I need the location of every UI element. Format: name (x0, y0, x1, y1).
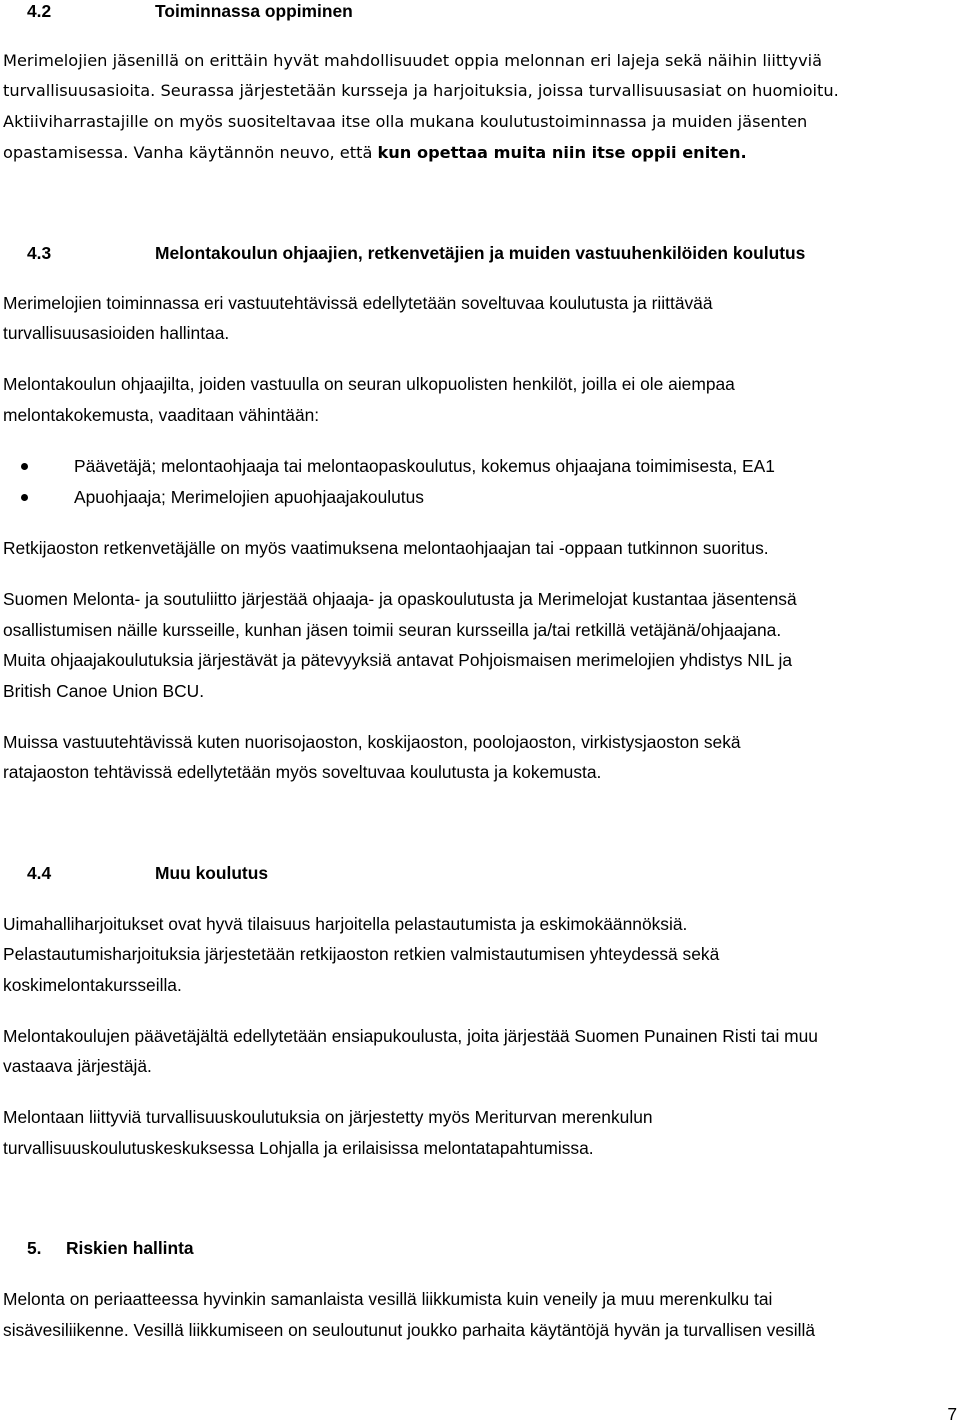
section-number: 4.4 (27, 863, 52, 883)
section-number: 4.3 (27, 243, 52, 263)
section-title: Toiminnassa oppiminen (155, 1, 353, 21)
paragraph-line: vastaava järjestäjä. (3, 1056, 152, 1076)
paragraph-line: turvallisuuskoulutuskeskuksessa Lohjalla ja erilaisissa melontatapahtumissa. (3, 1138, 594, 1158)
paragraph-line: Pelastautumisharjoituksia järjestetään retkijaoston retkien valmistautumisen yhteydessä sekä (3, 944, 720, 964)
paragraph-line: sisävesiliikenne. Vesillä liikkumiseen on seuloutunut joukko parhaita käytäntöjä hyvän ja turvallisen vesillä (3, 1320, 816, 1340)
section-number: 4.2 (27, 1, 52, 21)
paragraph-line: osallistumisen näille kursseille, kunhan jäsen toimii seuran kursseilla ja/tai retkillä vetäjänä/ohjaajana. (3, 620, 782, 640)
paragraph-line: koskimelontakursseilla. (3, 975, 182, 995)
paragraph-line: British Canoe Union BCU. (3, 681, 205, 701)
paragraph-line: turvallisuusasioita. Seurassa järjestetään kursseja ja harjoituksia, joissa turvallisuusasiat on huomioitu. (3, 81, 839, 100)
paragraph-line: Uimahalliharjoitukset ovat hyvä tilaisuus harjoitella pelastautumista ja eskimokäännöksiä. (3, 914, 688, 934)
paragraph-line: Muissa vastuutehtävissä kuten nuorisojaoston, koskijaoston, poolojaoston, virkistysjaoston sekä (3, 732, 741, 752)
paragraph-line: Merimelojien toiminnassa eri vastuutehtävissä edellytetään soveltuvaa koulutusta ja riittävää (3, 293, 713, 313)
list-item: Apuohjaaja; Merimelojien apuohjaajakoulutus (74, 487, 424, 507)
page-number: 7 (947, 1404, 957, 1424)
section-title: Melontakoulun ohjaajien, retkenvetäjien ja muiden vastuuhenkilöiden koulutus (155, 243, 806, 263)
paragraph-line: Suomen Melonta- ja soutuliitto järjestää ohjaaja- ja opaskoulutusta ja Merimelojat kustantaa jäsentensä (3, 589, 797, 609)
paragraph-text: opastamisessa. Vanha käytännön neuvo, että (3, 143, 378, 162)
paragraph-line: Melonta on periaatteessa hyvinkin samanlaista vesillä liikkumista kuin veneily ja muu merenkulku tai (3, 1289, 773, 1309)
list-item: Päävetäjä; melontaohjaaja tai melontaopaskoulutus, kokemus ohjaajana toimimisesta, EA1 (74, 456, 775, 476)
paragraph-line: Retkijaoston retkenvetäjälle on myös vaatimuksena melontaohjaajan tai -oppaan tutkinnon suoritus. (3, 538, 769, 558)
paragraph-line: Aktiiviharrastajille on myös suositeltavaa itse olla mukana koulutustoiminnassa ja muiden jäsenten (3, 112, 808, 131)
paragraph-line: Melontaan liittyviä turvallisuuskoulutuksia on järjestetty myös Meriturvan merenkulun (3, 1107, 653, 1127)
section-title: Muu koulutus (155, 863, 269, 883)
paragraph-line: Merimelojien jäsenillä on erittäin hyvät mahdollisuudet oppia melonnan eri lajeja sekä näihin liittyviä (3, 51, 823, 70)
section-number: 5. (27, 1238, 42, 1258)
paragraph-line: ratajaoston tehtävissä edellytetään myös soveltuvaa koulutusta ja kokemusta. (3, 762, 602, 782)
paragraph-line (3, 142, 747, 164)
paragraph-line: Muita ohjaajakoulutuksia järjestävät ja pätevyyksiä antavat Pohjoismaisen merimelojien yhdistys NIL ja (3, 650, 793, 670)
paragraph-line: melontakokemusta, vaaditaan vähintään: (3, 405, 320, 425)
paragraph-line: Melontakoulun ohjaajilta, joiden vastuulla on seuran ulkopuolisten henkilöt, joilla ei ole aiempaa (3, 374, 735, 394)
bullet-icon (21, 494, 28, 501)
section-title: Riskien hallinta (66, 1238, 194, 1258)
bullet-icon (21, 463, 28, 470)
paragraph-line: Melontakoulujen päävetäjältä edellytetään ensiapukoulusta, joita järjestää Suomen Punainen Risti tai muu (3, 1026, 818, 1046)
paragraph-line: turvallisuusasioiden hallintaa. (3, 323, 230, 343)
emphasis-text: kun opettaa muita niin itse oppii eniten. (377, 143, 747, 162)
